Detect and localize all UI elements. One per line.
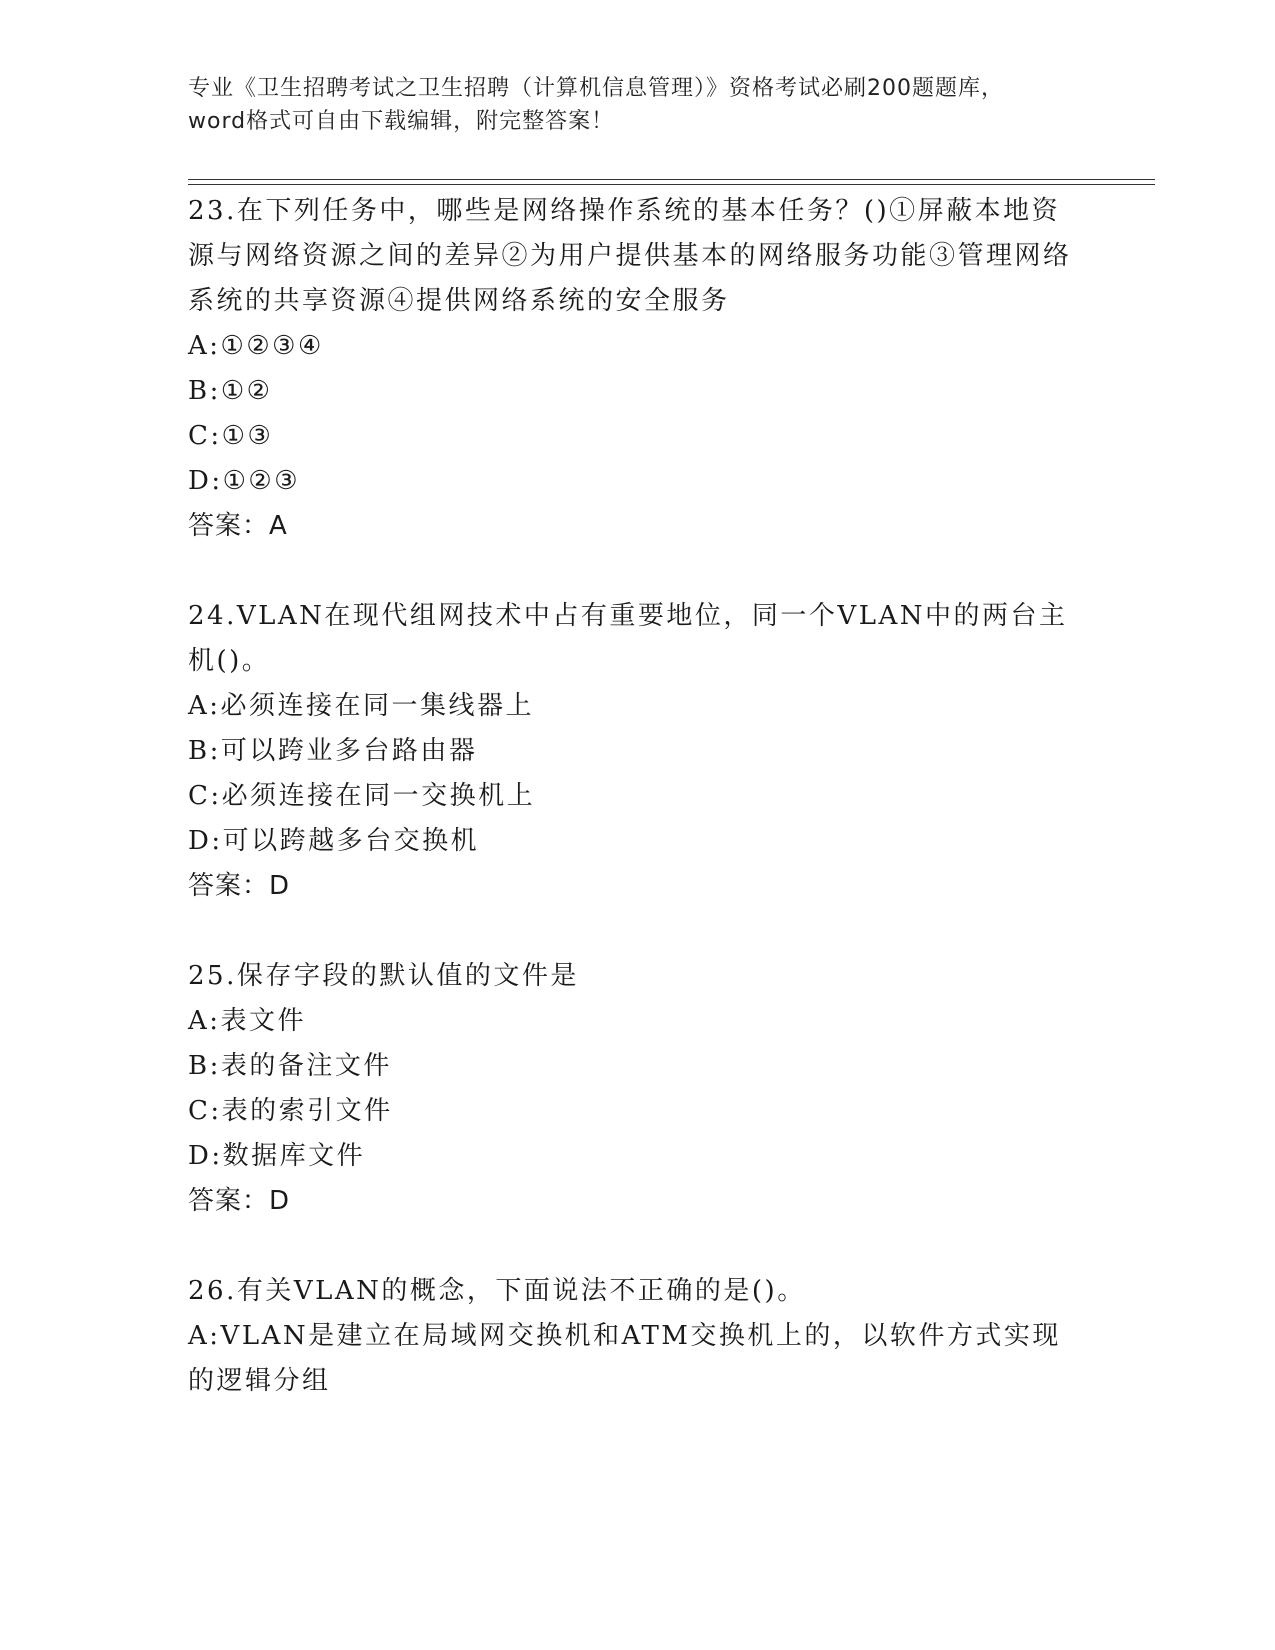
option-d: D:数据库文件 [188, 1141, 366, 1171]
option-c: C:表的索引文件 [188, 1096, 393, 1126]
option-d: D:可以跨越多台交换机 [188, 826, 480, 856]
question-spacer [188, 1224, 1088, 1266]
question-26 [188, 1269, 1088, 1404]
option-b: B:①② [188, 376, 273, 406]
header-line-2: word格式可自由下载编辑，附完整答案！ [188, 109, 615, 134]
option-b: B:可以跨业多台路由器 [188, 736, 478, 766]
page-header [188, 72, 1088, 138]
question-25 [188, 954, 1088, 1224]
question-stem: 23.在下列任务中，哪些是网络操作系统的基本任务？()①屏蔽本地资源与网络资源之间的差异②为用户提供基本的网络服务功能③管理网络系统的共享资源④提供网络系统的安全服务 [188, 196, 1072, 316]
option-a: A:①②③④ [188, 331, 324, 361]
question-stem: 26.有关VLAN的概念，下面说法不正确的是()。 [188, 1276, 806, 1306]
header-rule-top [188, 179, 1155, 180]
question-24 [188, 594, 1088, 909]
question-stem: 25.保存字段的默认值的文件是 [188, 961, 579, 991]
question-stem: 24.VLAN在现代组网技术中占有重要地位，同一个VLAN中的两台主机()。 [188, 601, 1068, 676]
option-a: A:必须连接在同一集线器上 [188, 691, 535, 721]
question-spacer [188, 909, 1088, 951]
answer: 答案：A [188, 511, 288, 541]
option-b: B:表的备注文件 [188, 1051, 392, 1081]
question-spacer [188, 549, 1088, 591]
option-d: D:①②③ [188, 466, 301, 496]
option-c: C:①③ [188, 421, 274, 451]
question-23 [188, 189, 1088, 549]
option-c: C:必须连接在同一交换机上 [188, 781, 536, 811]
answer: 答案：D [188, 1186, 291, 1216]
header-rule-bottom [188, 184, 1155, 185]
answer: 答案：D [188, 871, 291, 901]
option-a: A:VLAN是建立在局域网交换机和ATM交换机上的，以软件方式实现的逻辑分组 [188, 1321, 1061, 1396]
header-line-1: 专业《卫生招聘考试之卫生招聘（计算机信息管理）》资格考试必刷200题题库， [188, 76, 1004, 101]
question-list [188, 186, 1088, 1404]
option-a: A:表文件 [188, 1006, 307, 1036]
